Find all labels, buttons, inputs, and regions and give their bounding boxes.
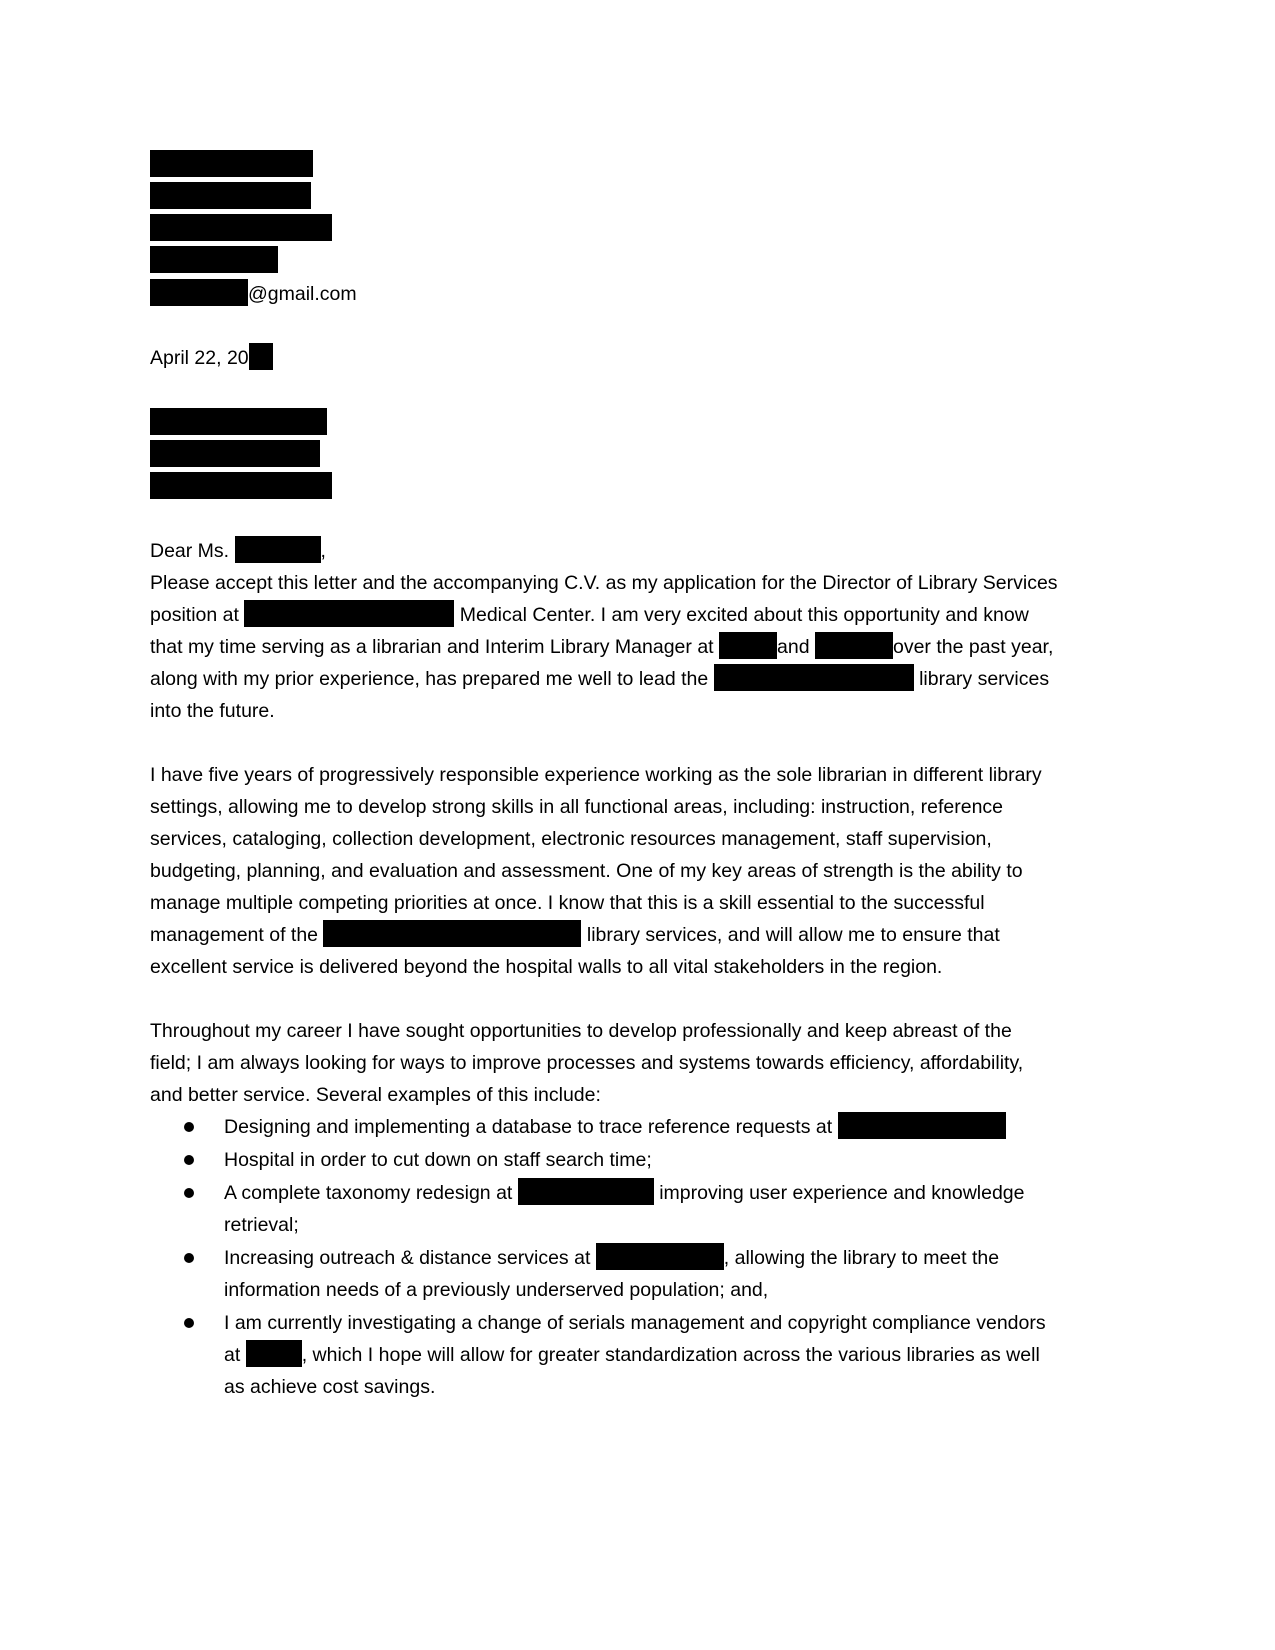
bullet-item-5: I am currently investigating a change of serials management and copyright compliance vendors bbox=[224, 1312, 1046, 1334]
redacted-year bbox=[249, 343, 273, 370]
bullet-item-5-cont bbox=[224, 1339, 1040, 1371]
sender-email bbox=[150, 278, 357, 310]
p2-line-4: budgeting, planning, and evaluation and assessment. One of my key areas of strength is the ability to bbox=[150, 860, 1023, 882]
bullet-item-4 bbox=[224, 1242, 999, 1274]
bullet-item-3-cont: retrieval; bbox=[224, 1214, 299, 1236]
redacted-email-user bbox=[150, 279, 248, 306]
p3-line-3: and better service. Several examples of this include: bbox=[150, 1084, 601, 1106]
p2-line-3: services, cataloging, collection development, electronic resources management, staff supervision, bbox=[150, 828, 992, 850]
p2-l6-text-a: management of the bbox=[150, 924, 319, 946]
bullet-3-text-b: improving user experience and knowledge bbox=[659, 1182, 1025, 1204]
p3-line-1: Throughout my career I have sought opportunities to develop professionally and keep abreast of the bbox=[150, 1020, 1012, 1042]
p2-l6-text-b: library services, and will allow me to ensure that bbox=[586, 924, 1000, 946]
p2-line-6 bbox=[150, 919, 1000, 951]
salutation-prefix: Dear Ms. bbox=[150, 540, 230, 562]
redacted-sender-line-2 bbox=[150, 182, 311, 209]
p1-l3-text-a: that my time serving as a librarian and Interim Library Manager at bbox=[150, 636, 714, 658]
p2-line-1: I have five years of progressively responsible experience working as the sole librarian in different library bbox=[150, 764, 1042, 786]
p1-l4-text-a: along with my prior experience, has prepared me well to lead the bbox=[150, 668, 709, 690]
redacted-employer-1 bbox=[719, 632, 777, 659]
letter-date bbox=[150, 342, 273, 374]
redacted-recipient-line-3 bbox=[150, 472, 332, 499]
p1-l3-text-c: over the past year, bbox=[892, 636, 1054, 658]
p2-line-2: settings, allowing me to develop strong skills in all functional areas, including: instruction, reference bbox=[150, 796, 1004, 818]
email-domain: @gmail.com bbox=[248, 283, 357, 305]
p1-line-2 bbox=[150, 599, 1029, 631]
bullet-item-1 bbox=[224, 1111, 1006, 1143]
p3-line-2: field; I am always looking for ways to improve processes and systems towards efficiency, affordability, bbox=[150, 1052, 1024, 1074]
redacted-recipient-line-1 bbox=[150, 408, 327, 435]
bullet-item-5-cont-2: as achieve cost savings. bbox=[224, 1376, 436, 1398]
bullet-4-text-a: Increasing outreach & distance services at bbox=[224, 1247, 591, 1269]
redacted-hospital-1 bbox=[838, 1112, 1006, 1139]
p1-l3-text-b: and bbox=[777, 636, 810, 658]
p1-l4-text-b: library services bbox=[919, 668, 1050, 690]
bullet-dot bbox=[184, 1155, 194, 1165]
redacted-employer-2 bbox=[815, 632, 893, 659]
redacted-recipient-line-2 bbox=[150, 440, 320, 467]
bullet-dot bbox=[184, 1188, 194, 1198]
bullet-1-text: Designing and implementing a database to trace reference requests at bbox=[224, 1116, 833, 1138]
p1-line-4 bbox=[150, 663, 1049, 695]
salutation-comma: , bbox=[320, 540, 326, 562]
redacted-institution-2 bbox=[714, 664, 914, 691]
bullet-3-text-a: A complete taxonomy redesign at bbox=[224, 1182, 513, 1204]
p2-line-7: excellent service is delivered beyond the hospital walls to all vital stakeholders in the region. bbox=[150, 956, 943, 978]
p1-line-5: into the future. bbox=[150, 700, 275, 722]
redacted-sender-line-4 bbox=[150, 246, 278, 273]
bullet-5-text-c: , which I hope will allow for greater standardization across the various libraries as well bbox=[301, 1344, 1040, 1366]
p1-line-1: Please accept this letter and the accompanying C.V. as my application for the Director of Library Services bbox=[150, 572, 1058, 594]
date-text: April 22, 20 bbox=[150, 347, 249, 369]
redacted-sender-name bbox=[150, 150, 313, 177]
redacted-sender-line-3 bbox=[150, 214, 332, 241]
bullet-dot bbox=[184, 1318, 194, 1328]
redacted-employer-3 bbox=[518, 1178, 654, 1205]
redacted-institution bbox=[244, 600, 454, 627]
p1-line-3 bbox=[150, 631, 1053, 663]
bullet-5-text-b: at bbox=[224, 1344, 241, 1366]
p1-l2-text-a: position at bbox=[150, 604, 239, 626]
redacted-institution-3 bbox=[323, 920, 581, 947]
bullet-item-3 bbox=[224, 1177, 1025, 1209]
p2-line-5: manage multiple competing priorities at once. I know that this is a skill essential to the successful bbox=[150, 892, 985, 914]
bullet-item-4-cont: information needs of a previously underserved population; and, bbox=[224, 1279, 769, 1301]
salutation bbox=[150, 535, 326, 567]
redacted-employer-4 bbox=[596, 1243, 724, 1270]
bullet-dot bbox=[184, 1253, 194, 1263]
redacted-employer-5 bbox=[246, 1340, 302, 1367]
bullet-dot bbox=[184, 1122, 194, 1132]
bullet-4-text-b: , allowing the library to meet the bbox=[723, 1247, 1000, 1269]
redacted-recipient-surname bbox=[235, 536, 321, 563]
p1-l2-text-b: Medical Center. I am very excited about this opportunity and know bbox=[459, 604, 1029, 626]
bullet-item-2: Hospital in order to cut down on staff search time; bbox=[224, 1149, 652, 1171]
